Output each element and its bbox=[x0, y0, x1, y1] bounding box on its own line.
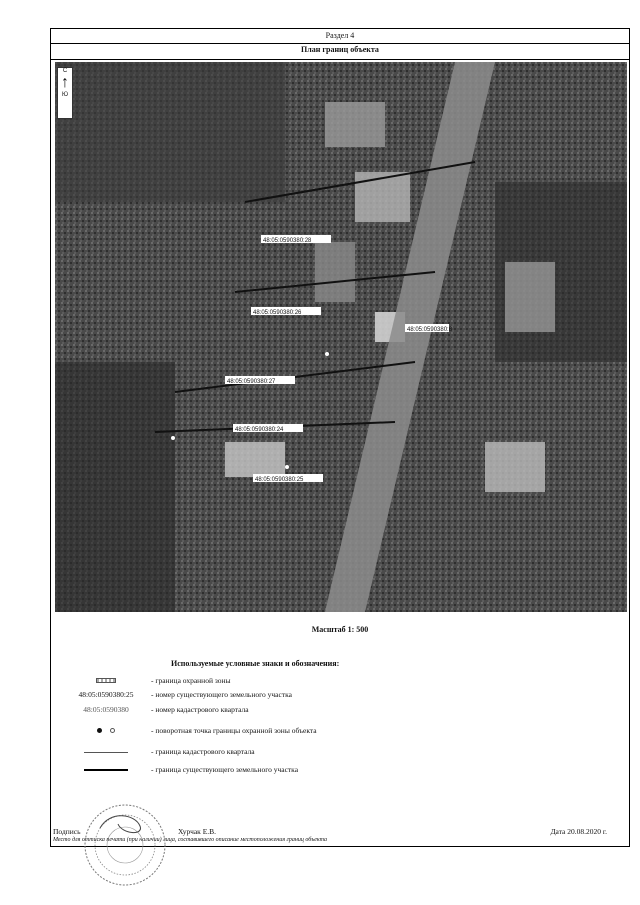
svg-text:48:05:0590380:26: 48:05:0590380:26 bbox=[253, 310, 302, 316]
legend-row-zone: - граница охранной зоны bbox=[51, 676, 611, 690]
stamp-note: Место для оттиска печати (при наличии) лица, составившего описание местоположения границ объекта bbox=[53, 837, 328, 843]
zone-boundary-symbol bbox=[61, 676, 151, 685]
svg-text:48:05:0590380:28: 48:05:0590380:28 bbox=[263, 238, 312, 244]
signature-label: Подпись bbox=[53, 827, 81, 836]
svg-text:48:05:0590380:25: 48:05:0590380:25 bbox=[255, 477, 304, 483]
map-scale: Масштаб 1: 500 bbox=[311, 625, 369, 634]
turning-point-symbol bbox=[61, 726, 151, 735]
legend-row-quarter-boundary: - граница кадастрового квартала bbox=[51, 747, 611, 761]
page-title: План границ объекта bbox=[51, 43, 629, 60]
section-header: Раздел 4 bbox=[51, 29, 629, 44]
quarter-label bbox=[405, 324, 453, 333]
aerial-photo bbox=[55, 62, 627, 612]
svg-text:48:05:0590380:24: 48:05:0590380:24 bbox=[235, 427, 284, 433]
stamp-seal bbox=[80, 800, 170, 890]
document-frame bbox=[50, 28, 630, 847]
parcel-boundary-symbol bbox=[61, 765, 151, 774]
parcel-label-27 bbox=[225, 376, 295, 385]
parcel-label-26 bbox=[251, 307, 321, 316]
quarter-boundary-symbol bbox=[61, 747, 151, 756]
legend-row-quarter-number: 48:05:0590380 - номер кадастрового квартала bbox=[83, 705, 249, 714]
legend-title: Используемые условные знаки и обозначения: bbox=[171, 659, 340, 668]
signature-date: Дата 20.08.2020 г. bbox=[550, 827, 607, 836]
svg-text:48:05:0590380:27: 48:05:0590380:27 bbox=[227, 379, 276, 385]
north-arrow: С ↑ Ю bbox=[57, 67, 73, 119]
signer-name: Хурчак Е.В. bbox=[178, 827, 217, 836]
legend-row-parcel-number: 48:05:0590380:25 - номер существующего земельного участка bbox=[78, 690, 292, 699]
parcel-label-24 bbox=[233, 424, 303, 433]
parcel-label-28 bbox=[261, 235, 331, 244]
parcel-label-25 bbox=[253, 474, 323, 483]
legend-row-turning-point: - поворотная точка границы охранной зоны объекта bbox=[51, 726, 611, 740]
svg-text:48:05:0590380:8: 48:05:0590380:8 bbox=[407, 327, 453, 333]
legend-row-parcel-boundary: - граница существующего земельного участка bbox=[51, 765, 611, 779]
